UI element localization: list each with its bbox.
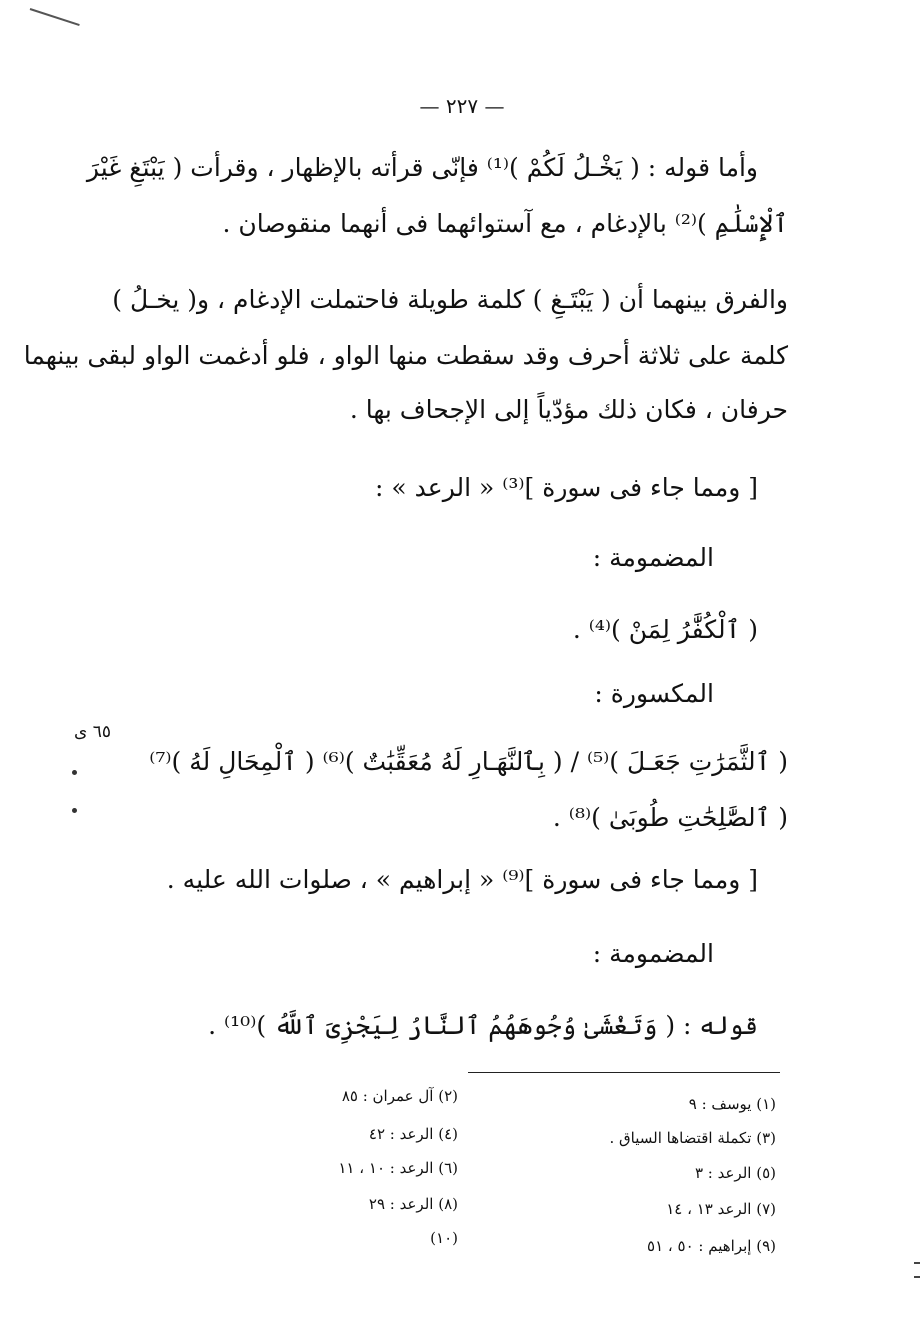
subheading-maksura: المكسورة : (594, 679, 714, 708)
margin-dot (72, 808, 77, 813)
subheading-madmuma-2: المضمومة : (592, 939, 714, 968)
body-line-3: والفرق بينهما أن ( يَبْتَـغِ ) كلمة طويلة فاحتملت الإدغام ، و( يخـلُ ) (112, 285, 788, 314)
footnote-10: (١٠) (430, 1229, 458, 1247)
footnote-6: (٦) الرعد : ١٠ ، ١١ (338, 1159, 458, 1177)
scan-edge-mark (914, 1276, 920, 1278)
subheading-madmuma-1: المضمومة : (592, 543, 714, 572)
quran-fragment-kuffar: ( ٱلْكُفَّٰرُ لِمَنْ )⁽⁴⁾ . (572, 615, 758, 644)
scan-artifact-line (30, 8, 80, 26)
margin-folio-note: ٦٥ ى (74, 722, 111, 742)
quran-fragment-taghsha: قوله : ( وَتَغْشَىٰ وُجُوهَهُمُ ٱلنَّارُ لِيَجْزِىَ ٱللَّهُ )⁽¹⁰⁾ . (208, 1011, 758, 1040)
footnote-4: (٤) الرعد : ٤٢ (368, 1125, 458, 1143)
body-line-5: حرفان ، فكان ذلك مؤدّياً إلى الإجحاف بها . (349, 395, 788, 424)
footnote-7: (٧) الرعد ١٣ ، ١٤ (666, 1200, 776, 1218)
margin-dot (72, 770, 77, 775)
section-heading-raad: [ ومما جاء فى سورة ]⁽³⁾ « الرعد » : (375, 473, 758, 502)
body-line-4: كلمة على ثلاثة أحرف وقد سقطت منها الواو ، فلو أدغمت الواو لبقى بينهما (23, 341, 788, 370)
footnote-2: (٢) آل عمران : ٨٥ (341, 1087, 458, 1105)
quran-fragments-line-2: ( ٱلصَّٰلِحَٰتِ طُوبَىٰ )⁽⁸⁾ . (552, 803, 788, 832)
page-number: — ٢٢٧ — (419, 94, 505, 118)
footnote-5: (٥) الرعد : ٣ (694, 1164, 776, 1182)
footnote-1: (١) يوسف : ٩ (688, 1095, 776, 1113)
section-heading-ibrahim: [ ومما جاء فى سورة ]⁽⁹⁾ « إبراهيم » ، صلوات الله عليه . (166, 865, 758, 894)
footnote-8: (٨) الرعد : ٢٩ (368, 1195, 458, 1213)
body-line-1: وأما قوله : ( يَخْـلُ لَكُمْ )⁽¹⁾ فإنّى قرأته بالإظهار ، وقرأت ( يَبْتَغِ غَيْرَ (86, 153, 758, 182)
footnote-3: (٣) تكملة اقتضاها السياق . (609, 1129, 776, 1147)
scan-edge-mark (914, 1262, 920, 1264)
body-line-2: ٱلْإِسْلَٰمِ )⁽²⁾ بالإدغام ، مع آستوائهما فى أنهما منقوصان . (222, 209, 788, 238)
footnote-rule (468, 1072, 780, 1073)
footnote-9: (٩) إبراهيم : ٥٠ ، ٥١ (647, 1237, 776, 1255)
quran-fragments-line-1: ( ٱلثَّمَرَٰتِ جَعَـلَ )⁽⁵⁾ / ( بِٱلنَّهَـارِ لَهُ مُعَقِّبَٰتٌ )⁽⁶⁾ ( ٱلْمِحَالِ لَهُ )⁽⁷⁾ (149, 747, 788, 776)
